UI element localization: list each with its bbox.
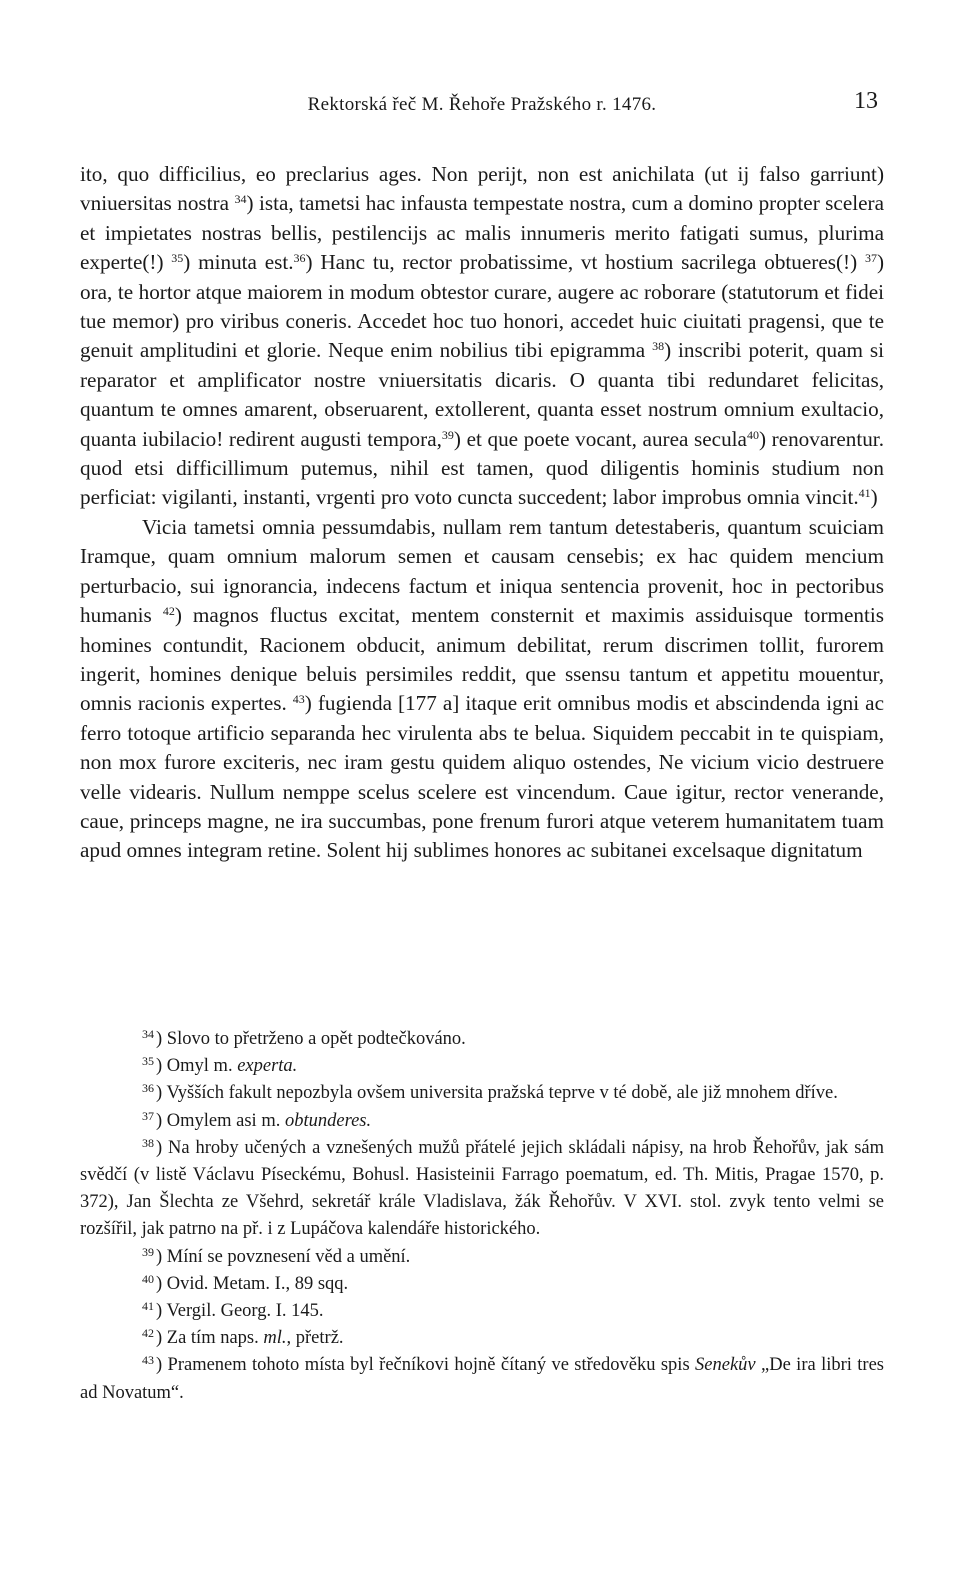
footnote — [80, 1053, 884, 1080]
footnote-number: 39 — [142, 1244, 154, 1259]
text-run: Vicia tametsi omnia pessumdabis, nullam rem tantum detestaberis, quantum scuiciam Iramque, quam omnium malorum semen et causam censebis; ex hac quidem mencium perturbacio, sui ignorancia, indecens factum et iniqua sentencia provenit, hoc in pectoribus humanis — [80, 514, 884, 628]
footnote — [80, 1244, 884, 1271]
footnote-text: ) Na hroby učených a vznešených mužů přátelé jejich skládali nápisy, na hrob Řehořův, jak sám svědčí (v listě Václavu Píseckému, Bohusl. Hasisteinii Farrago poematum, ed. Th. Mitis, Pragae 1570, p. 372), Jan Šlechta ze Všehrd, sekretář krále Vladislava, žák Řehořův. V XVI. stol. zvyk tento velmi se rozšířil, jak patrno na př. i z Lupáčova kalendáře historického. — [80, 1137, 884, 1240]
text-run: ) renovarentur. quod etsi difficillimum putemus, nihil est tamen, quod diligentis hominis studium non perficiat: vigilanti, instanti, vrgenti pro voto cuncta succedent; labor improbus omnia vincit. — [80, 426, 884, 510]
footnote-number: 34 — [142, 1027, 154, 1041]
footnote-text: ) Pramenem tohoto místa byl řečníkovi hojně čítaný ve středověku spis — [156, 1355, 696, 1376]
footnote-ref: 35 — [171, 251, 184, 266]
footnote-italic: experta. — [237, 1056, 298, 1077]
text-run: ) Hanc tu, rector probatissime, vt hostium sacrilega obtueres(!) — [305, 250, 858, 275]
running-head: Rektorská řeč M. Řehoře Pražského r. 1476. — [307, 94, 657, 115]
footnote-ref: 39 — [441, 427, 454, 442]
text-run: ) et que poete vocant, aurea secula — [453, 426, 747, 451]
text-run: ) ora, te hortor atque maiorem in modum obtestor curare, augere ac roborare (statutorum et fidei tue memor) pro viribus coneris. Accedet hoc tuo honori, accedet huic ciuitati pragensi, que te genuit amplitudini et glorie. Neque enim nobilius tibi epigramma — [80, 250, 884, 363]
footnote-number: 35 — [142, 1054, 154, 1069]
text-run: ) magnos fluctus excitat, mentem consternit et maximis assiduisque tormentis homines contundit, Racionem obducit, animum debilitat, rerum discrimen tollit, furorem ingerit, homines denique beluis persimiles reddit, que ssensu tantum et appetitu mouentur, omnis racionis expertes. — [80, 603, 884, 716]
footnote-ref: 40 — [746, 427, 759, 442]
footnote-number: 36 — [142, 1081, 154, 1096]
paragraph-1 — [80, 160, 884, 513]
footnote-number: 37 — [142, 1108, 154, 1123]
main-text — [80, 160, 884, 866]
footnote — [80, 1080, 884, 1107]
footnote — [80, 1352, 884, 1406]
footnote — [80, 1108, 884, 1135]
text-run: ) ista, tametsi hac infausta tempestate nostra, cum a domino propter scelera et impietates nostras bellis, pestilencijs ac malis innumeris merito fatigati sumus, plurima experte(!) — [80, 191, 884, 275]
footnote-ref: 37 — [864, 251, 877, 266]
footnote-ref: 42 — [162, 604, 175, 619]
page-header — [80, 88, 884, 128]
footnote-text: ) Omylem asi m. — [156, 1110, 285, 1131]
footnote-number: 38 — [142, 1135, 154, 1150]
text-run: ) fugienda [177 a] itaque erit omnibus modis et abscindenda igni ac ferro totoque artificio separanda hec virulenta abs te belua. Siquidem peccabit in te quispiam, non mox furore exciteris, nec iram gestu quidem aliquo ostendes, Ne vicium vicio destruere velle videaris. Nullum nemppe scelus scelere est vincendum. Caue igitur, rector venerande, caue, princeps magne, ne ira succumbas, pone frenum furori atque veterem humanitatem tuam apud omnes integram retine. Solent hij sublimes honores ac subitanei excelsaque dignitatum — [80, 691, 884, 863]
footnote-text: ) Míní se povznesení věd a umění. — [156, 1246, 411, 1267]
footnote-ref: 41 — [858, 486, 871, 501]
footnote — [80, 1325, 884, 1352]
footnote-text: ) Omyl m. — [156, 1056, 238, 1077]
footnote-italic: ml. — [263, 1328, 287, 1349]
footnote — [80, 1271, 884, 1298]
text-run: ) inscribi poterit, quam si reparator et amplificator nostre vniuersitatis dicaris. O quanta tibi redundaret felicitas, quantum te omnes amarent, obseruarent, extollerent, quanta esset nostrum omnium exultacio, quanta iubilacio! redirent augusti tempora, — [80, 338, 885, 451]
footnote-ref: 34 — [234, 192, 247, 207]
footnote-text: , přetrž. — [286, 1328, 344, 1349]
paragraph-2 — [80, 513, 884, 866]
page-number: 13 — [854, 88, 878, 114]
footnote — [80, 1298, 884, 1325]
text-run: ) — [870, 485, 878, 510]
footnote-ref: 36 — [293, 251, 306, 266]
footnotes — [80, 1026, 884, 1407]
footnote-number: 41 — [142, 1299, 154, 1314]
footnote-number: 43 — [142, 1353, 154, 1368]
footnote-text: ) Za tím naps. — [156, 1328, 264, 1349]
footnote-text: ) Ovid. Metam. I., 89 sqq. — [156, 1273, 349, 1294]
text-run: ) minuta est. — [183, 250, 294, 275]
footnote — [80, 1135, 884, 1244]
footnote-number: 40 — [142, 1271, 154, 1286]
footnote-italic: obtunderes. — [284, 1110, 372, 1131]
footnote-text: ) Vyšších fakult nepozbyla ovšem universita pražská teprve v té době, ale již mnohem dříve. — [156, 1083, 838, 1104]
footnote-number: 42 — [142, 1326, 154, 1341]
footnote-ref: 43 — [292, 692, 305, 707]
text-run: ito, quo difficilius, eo preclarius ages. Non perijt, non est anichilata (ut ij falso garriunt) vniuersitas nostra — [80, 162, 884, 216]
footnote-italic: Senekův — [695, 1355, 756, 1376]
footnote-text: ) Slovo to přetrženo a opět podtečkováno. — [156, 1029, 466, 1049]
footnote-text: ) Vergil. Georg. I. 145. — [156, 1301, 324, 1322]
footnote-ref: 38 — [652, 339, 665, 354]
footnote-text: „De ira libri tres ad Novatum“. — [80, 1355, 884, 1403]
footnote — [80, 1026, 884, 1053]
